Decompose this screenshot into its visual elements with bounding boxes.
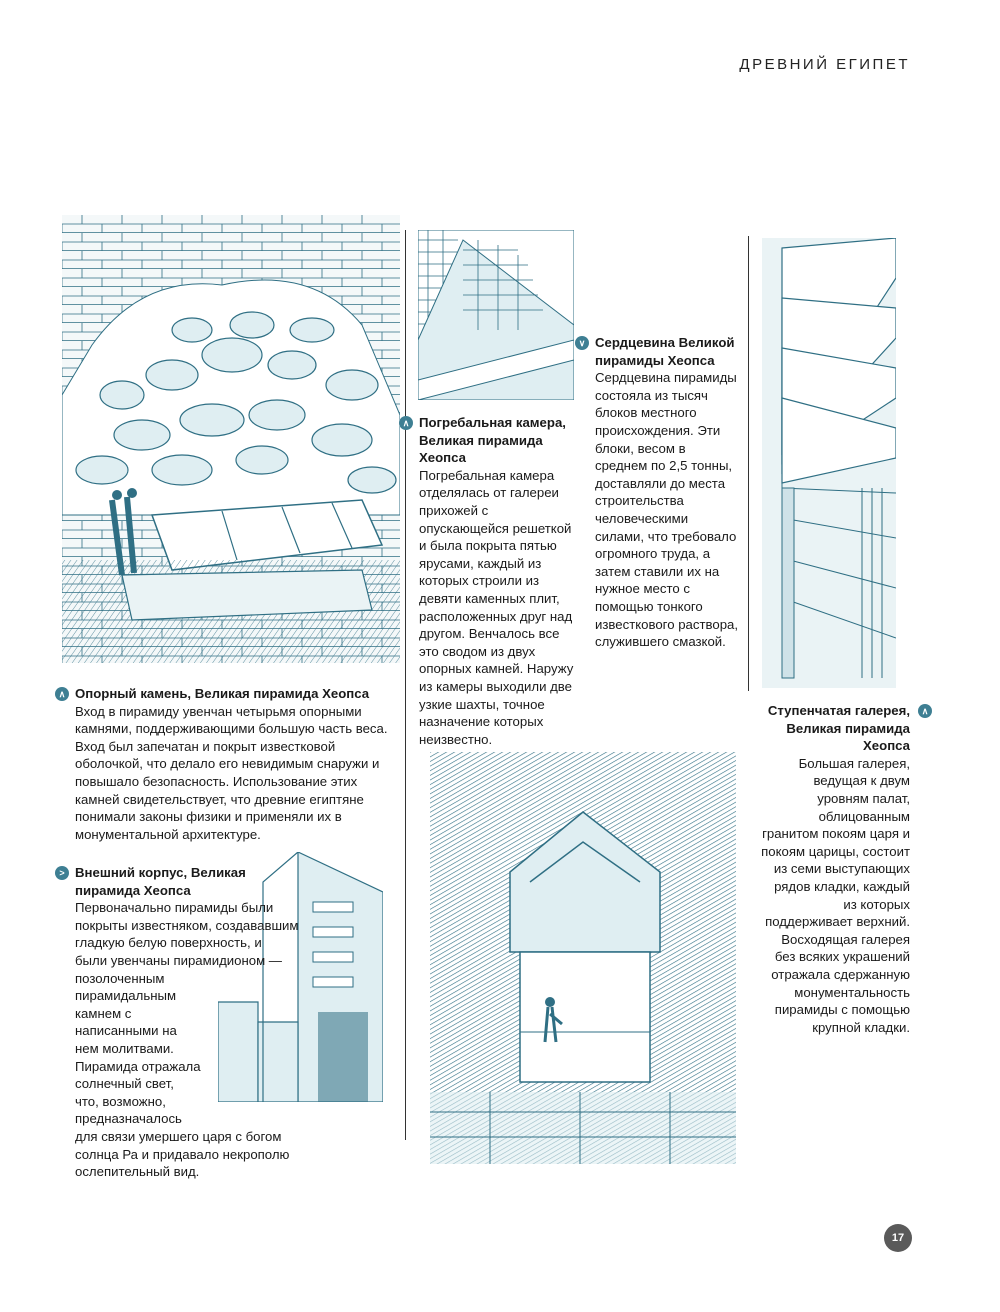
- caption-line: камнем с: [75, 1005, 132, 1021]
- caption-core: [578, 334, 740, 651]
- chamber-interior-illustration: [430, 752, 736, 1164]
- burial-chamber-illustration: [418, 230, 574, 400]
- caption-grand-gallery: [760, 702, 929, 1036]
- column-divider-left: [405, 230, 406, 1140]
- caption-body: Вход в пирамиду увенчан четырьмя опорными камнями, поддерживающими большую часть веса. Вход был запечатан и покрыт известковой оболочкой, что делало его невидимым снаружи и повышало безопасность. Использование этих камней свидетельствует, что древние египтяне понимали законы физики и применяли их в монументальной архитектуре.: [75, 703, 388, 842]
- column-divider-right: [748, 236, 749, 691]
- page-header: ДРЕВНИЙ ЕГИПЕТ: [739, 56, 910, 73]
- up-marker-icon: ∧: [55, 687, 69, 701]
- caption-line: для связи умершего царя с богом: [75, 1128, 282, 1144]
- caption-title: Опорный камень, Великая пирамида Хеопса: [75, 686, 370, 701]
- up-marker-icon: ∧: [918, 704, 932, 718]
- caption-line: пирамидальным: [75, 988, 177, 1004]
- caption-line: покрыты известняком, создававшим: [75, 917, 299, 933]
- caption-line: солнечный свет,: [75, 1076, 174, 1092]
- caption-line: написанными на: [75, 1023, 177, 1039]
- caption-title: Ступенчатая галерея, Великая пирамида Хеопса: [767, 703, 910, 754]
- caption-line: что, возможно,: [75, 1093, 166, 1109]
- caption-line: солнца Ра и придавало некрополю: [75, 1146, 290, 1162]
- caption-line: нем молитвами.: [75, 1040, 174, 1056]
- caption-body: Большая галерея, ведущая к двум уровням палат, облицованным гранитом покоям царя и покоям царицы, состоит из семи выступающих рядов кладки, каждый из которых поддерживает верхний. Восходящая галерея без всяких украшений отражала сдержанную монументальность пирамиды с помощью крупной кладки.: [761, 755, 910, 1035]
- up-marker-icon: ∧: [399, 416, 413, 430]
- caption-body: Сердцевина пирамиды состояла из тысяч блоков местного происхождения. Эти блоки, весом в среднем по 2,5 тонны, доставляли до места строительства человеческими силами, что требовало огромного труда, а затем ставили их на нужное место с помощью тонкого известкового раствора, служившего смазкой.: [595, 370, 739, 650]
- caption-title: Сердцевина Великой пирамиды Хеопса: [595, 335, 735, 368]
- grand-gallery-illustration: [762, 238, 896, 688]
- caption-outer-shell: [59, 864, 375, 1181]
- caption-line: гладкую белую поверхность, и: [75, 935, 262, 951]
- support-stone-illustration: [62, 215, 400, 663]
- caption-line: позолоченным: [75, 970, 165, 986]
- caption-body: Погребальная камера отделялась от галереи прихожей с опускающейся решеткой и была покрыта пятью ярусами, каждый из которых строили из девяти каменных плит, расположенных друг над другом. Венчалось все это сводом из двух опорных камней. Наружу из камеры выходили две узкие шахты, точное назначение которых неизвестно.: [419, 467, 574, 747]
- caption-title: Погребальная камера, Великая пирамида Хеопса: [419, 415, 566, 466]
- caption-line: предназначалось: [75, 1111, 182, 1127]
- caption-line: были увенчаны пирамидионом —: [75, 952, 282, 968]
- page-number: 17: [884, 1224, 912, 1252]
- down-marker-icon: ∨: [575, 336, 589, 350]
- caption-line: ослепительный вид.: [75, 1164, 200, 1180]
- caption-support-stone: [58, 685, 395, 843]
- caption-title: Внешний корпус, Великая пирамида Хеопса: [75, 865, 246, 898]
- right-marker-icon: >: [55, 866, 69, 880]
- caption-line: Первоначально пирамиды были: [75, 900, 274, 916]
- caption-burial-chamber: [402, 414, 579, 748]
- caption-line: Пирамида отражала: [75, 1058, 201, 1074]
